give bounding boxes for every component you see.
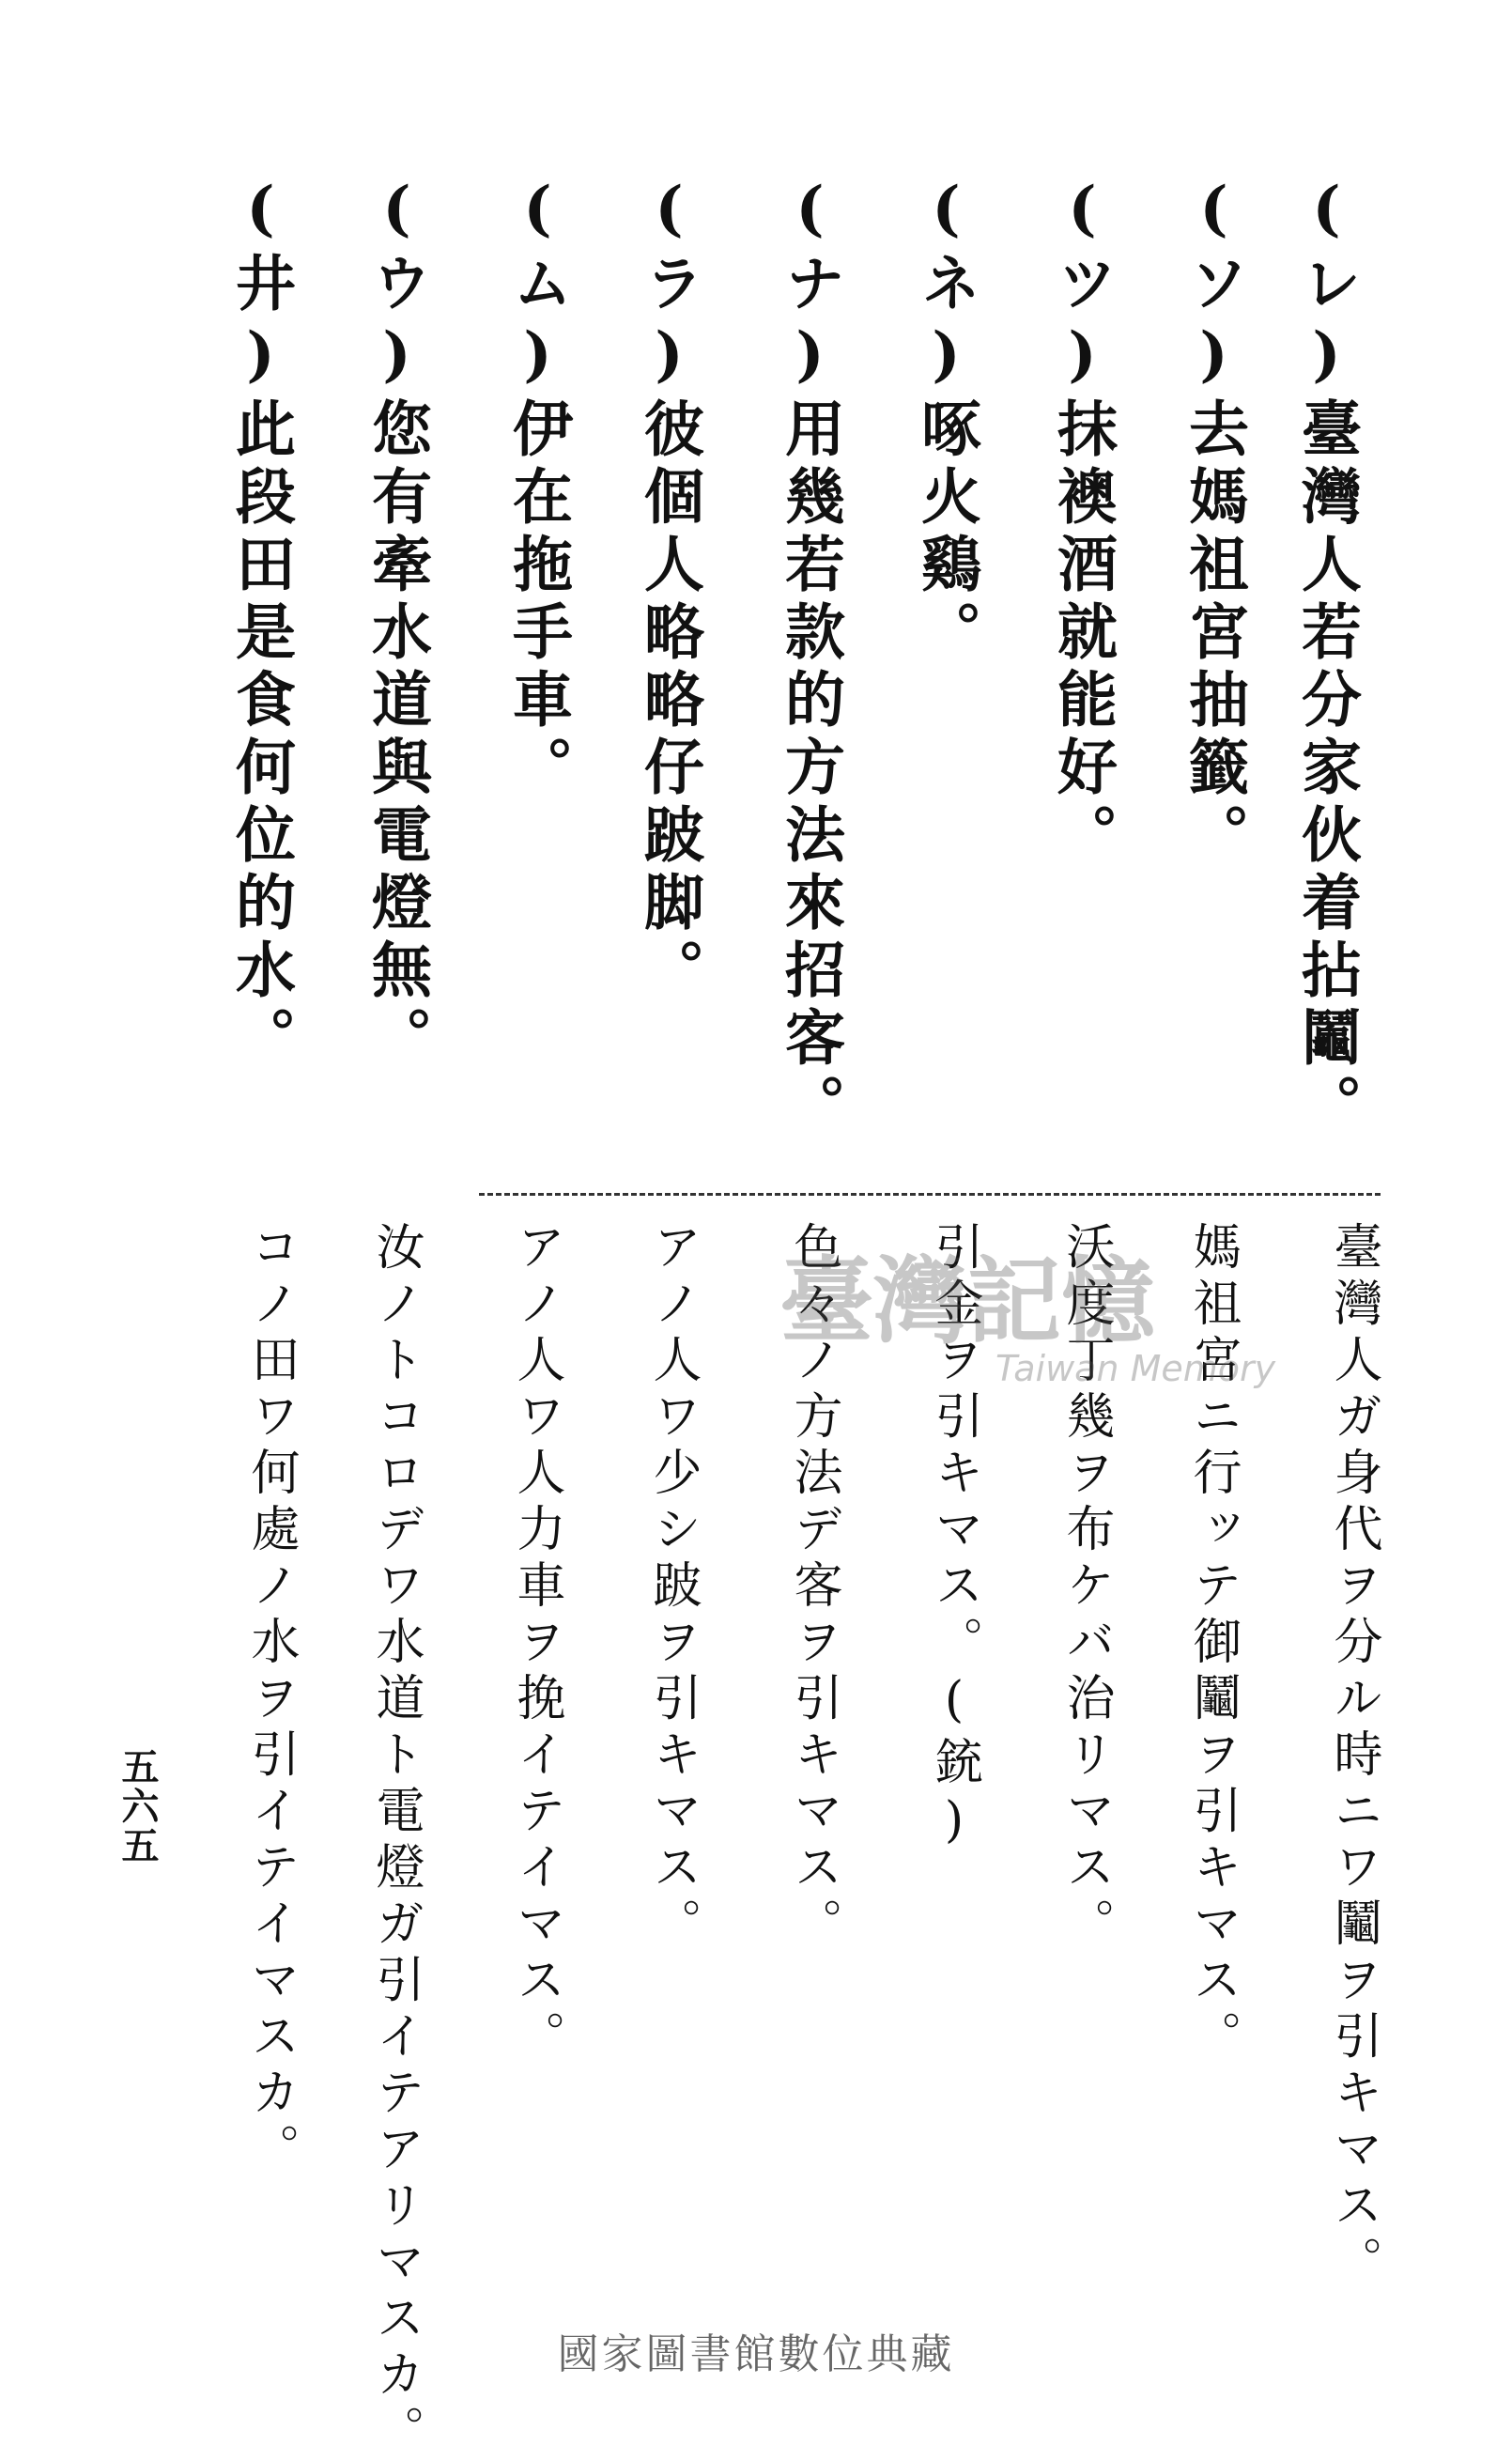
bottom-line-7: アノ人ワ人力車ヲ挽イテイマス。 (508, 1221, 564, 2066)
watermark-title: 臺灣記憶 (779, 1246, 1155, 1356)
bottom-line-4: 引金ヲ引キマス。(銃) (926, 1221, 982, 1856)
top-line-8: (ウ)您有牽水道與電燈無。 (362, 174, 432, 1074)
top-line-4: (ネ)啄火鷄。 (911, 174, 981, 668)
top-line-1: (レ)臺灣人若分家伙着拈鬮。 (1291, 174, 1362, 1141)
bottom-line-1: 臺灣人ガ身代ヲ分ル時ニワ鬮ヲ引キマス。 (1325, 1221, 1381, 2292)
top-line-5: (ナ)用幾若款的方法來招客。 (775, 174, 845, 1141)
top-line-3: (ツ)抹襖酒就能好。 (1047, 174, 1118, 871)
top-line-6: (ラ)彼個人略略仔跛脚。 (634, 174, 704, 1006)
bottom-line-8: 汝ノトコロデワ水道ト電燈ガ引イテアリマスカ。 (367, 1221, 424, 2461)
bottom-line-6: アノ人ワ少シ跛ヲ引キマス。 (644, 1221, 701, 1954)
top-line-7: (ム)伊在拖手車。 (502, 174, 573, 803)
bottom-line-2: 媽祖宮ニ行ッテ御鬮ヲ引キマス。 (1184, 1221, 1241, 2066)
watermark-subtitle: Taiwan Memory (995, 1348, 1276, 1389)
page-number: 五六五 (116, 1747, 160, 1865)
top-line-2: (ソ)去媽祖宮抽籤。 (1179, 174, 1249, 871)
section-divider (479, 1193, 1381, 1196)
top-line-9: (井)此段田是食何位的水。 (225, 174, 296, 1074)
bottom-line-9: コノ田ワ何處ノ水ヲ引イテイマスカ。 (242, 1221, 299, 2179)
bottom-line-3: 沃度丁幾ヲ布ケバ治リマス。 (1057, 1221, 1114, 1954)
bottom-line-5: 色々ノ方法デ客ヲ引キマス。 (785, 1221, 841, 1954)
footer-credit: 國家圖書館數位典藏 (557, 2330, 955, 2378)
